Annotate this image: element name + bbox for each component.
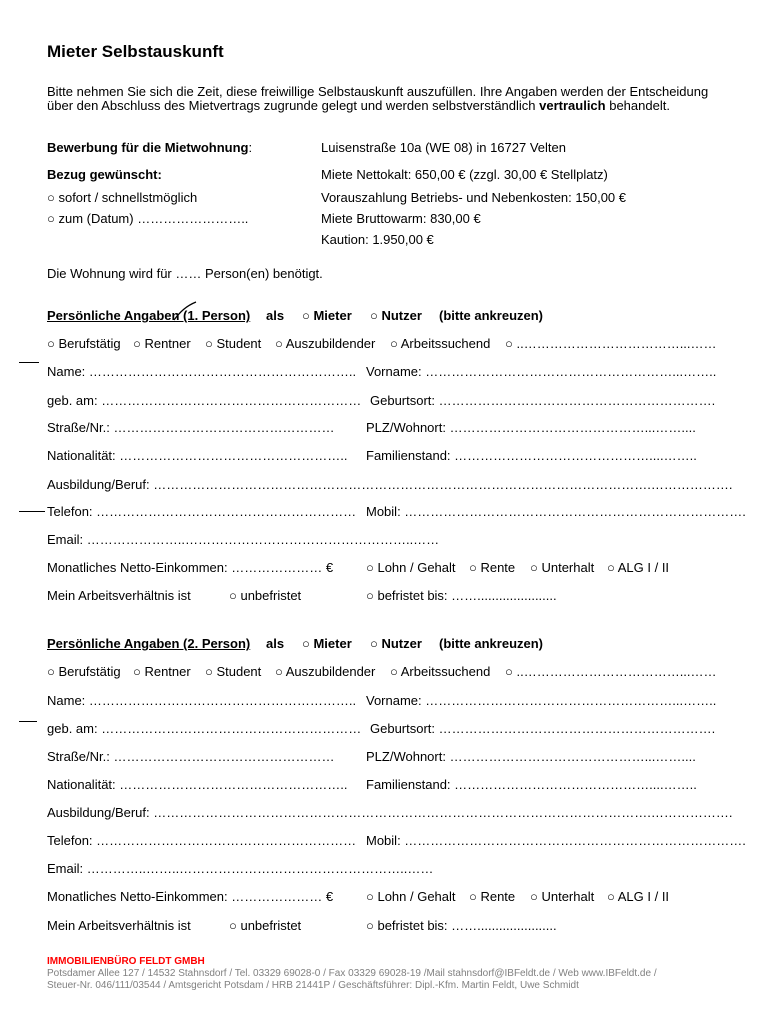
person-1-status-pensioner[interactable]: ○ Rentner — [133, 336, 191, 351]
person-2-status-jobseeker[interactable]: ○ Arbeitssuchend — [390, 664, 491, 679]
person-1-employment-label: Mein Arbeitsverhältnis ist — [47, 588, 191, 603]
person-2-fixed-term-field[interactable]: ○ befristet bis: ……...................... — [366, 918, 557, 933]
cost-rent-net: Miete Nettokalt: 650,00 € (zzgl. 30,00 € Stellplatz) — [321, 167, 608, 182]
person-2-status-trainee[interactable]: ○ Auszubildender — [275, 664, 376, 679]
move-in-date-option[interactable]: ○ zum (Datum) …………………….. — [47, 211, 249, 226]
person-2-permanent-option[interactable]: ○ unbefristet — [229, 918, 302, 933]
person-2-street-field[interactable]: Straße/Nr.: …………………………………………… — [47, 749, 335, 764]
move-in-asap-option[interactable]: ○ sofort / schnellstmöglich — [47, 190, 198, 205]
person-1-status-student[interactable]: ○ Student — [205, 336, 262, 351]
person-1-zip-city-field[interactable]: PLZ/Wohnort: ………………………………………...…….... — [366, 420, 696, 435]
person-2-user-option[interactable]: ○ Nutzer — [370, 636, 422, 651]
application-label: Bewerbung für die Mietwohnung — [47, 140, 249, 155]
person-1-nationality-field[interactable]: Nationalität: …………………………………………….. — [47, 448, 348, 463]
person-2-nationality-field[interactable]: Nationalität: …………………………………………….. — [47, 777, 348, 792]
page-title: Mieter Selbstauskunft — [47, 42, 224, 61]
person-2-birth-date-field[interactable]: geb. am: …………………………………………………… — [47, 721, 362, 736]
person-1-status-other[interactable]: ○ ..………………………………...…… — [505, 336, 717, 351]
person-2-tick-note: (bitte ankreuzen) — [439, 636, 544, 651]
person-1-street-field[interactable]: Straße/Nr.: …………………………………………… — [47, 420, 335, 435]
person-1-as-label: als — [266, 308, 285, 323]
person-1-income-pension[interactable]: ○ Rente — [469, 560, 516, 575]
person-1-user-option[interactable]: ○ Nutzer — [370, 308, 422, 323]
intro-confidential: vertraulich — [539, 98, 606, 113]
cost-prepayment: Vorauszahlung Betriebs- und Nebenkosten: 150,00 € — [321, 190, 626, 205]
person-2-employment-label: Mein Arbeitsverhältnis ist — [47, 918, 191, 933]
person-2-income-field[interactable]: Monatliches Netto-Einkommen: ………………… € — [47, 889, 334, 904]
application-row — [47, 140, 252, 156]
person-2-heading: Persönliche Angaben (2. Person) — [47, 636, 251, 651]
person-1-status-trainee[interactable]: ○ Auszubildender — [275, 336, 376, 351]
person-1-pen-stroke — [172, 300, 198, 322]
person-2-income-alimony[interactable]: ○ Unterhalt — [530, 889, 595, 904]
person-1-email-field[interactable]: Email: …………………..……………………………………………..…… — [47, 532, 440, 547]
person-2-zip-city-field[interactable]: PLZ/Wohnort: ………………………………………...…….... — [366, 749, 696, 764]
application-colon: : — [248, 140, 253, 155]
person-2-first-name-field[interactable]: Vorname: …………………………………………………...…….. — [366, 693, 717, 708]
person-1-name-field[interactable]: Name: …………………………………………………….. — [47, 364, 357, 379]
person-2-email-field[interactable]: Email: …………..……..……………………………………………..…… — [47, 861, 434, 876]
person-2-income-pension[interactable]: ○ Rente — [469, 889, 516, 904]
footer-legal-line: Steuer-Nr. 046/111/03544 / Amtsgericht Potsdam / HRB 21441P / Geschäftsführer: Dipl.-Kfm. Martin Feldt, Uwe Schmidt — [47, 980, 579, 991]
person-2-status-employed[interactable]: ○ Berufstätig — [47, 664, 121, 679]
person-1-occupation-field[interactable]: Ausbildung/Beruf: …………………………………………………………………………………………………….………………. — [47, 477, 733, 492]
person-2-income-alg[interactable]: ○ ALG I / II — [607, 889, 670, 904]
person-2-status-student[interactable]: ○ Student — [205, 664, 262, 679]
person-1-income-wage[interactable]: ○ Lohn / Gehalt — [366, 560, 456, 575]
footer-company-name: IMMOBILIENBÜRO FELDT GMBH — [47, 956, 205, 967]
person-2-income-wage[interactable]: ○ Lohn / Gehalt — [366, 889, 456, 904]
intro-line-2 — [47, 98, 670, 114]
application-address: Luisenstraße 10a (WE 08) in 16727 Velten — [321, 140, 566, 155]
person-2-marital-status-field[interactable]: Familienstand: ………………………………………....…….. — [366, 777, 697, 792]
cost-rent-gross: Miete Bruttowarm: 830,00 € — [321, 211, 481, 226]
person-1-margin-mark — [19, 362, 39, 363]
person-1-permanent-option[interactable]: ○ unbefristet — [229, 588, 302, 603]
person-1-marital-status-field[interactable]: Familienstand: ………………………………………....…….. — [366, 448, 697, 463]
persons-needed-field[interactable]: Die Wohnung wird für …… Person(en) benötigt. — [47, 266, 323, 281]
person-2-birth-place-field[interactable]: Geburtsort: ………………………………………………………. — [370, 721, 716, 736]
person-2-status-other[interactable]: ○ ..………………………………...…… — [505, 664, 717, 679]
footer-contact-line: Potsdamer Allee 127 / 14532 Stahnsdorf / Tel. 03329 69028-0 / Fax 03329 69028-19 /Mail stahnsdorf@IBFeldt.de / Web www.IBFeldt.de / — [47, 968, 657, 979]
person-2-status-pensioner[interactable]: ○ Rentner — [133, 664, 191, 679]
person-1-phone-field[interactable]: Telefon: …………………………………………………… — [47, 504, 357, 519]
intro-line-2-end: behandelt. — [605, 98, 670, 113]
person-2-name-field[interactable]: Name: …………………………………………………….. — [47, 693, 357, 708]
person-1-heading: Persönliche Angaben (1. Person) — [47, 308, 251, 323]
person-2-tenant-option[interactable]: ○ Mieter — [302, 636, 352, 651]
person-1-status-jobseeker[interactable]: ○ Arbeitssuchend — [390, 336, 491, 351]
person-1-income-alg[interactable]: ○ ALG I / II — [607, 560, 670, 575]
person-1-income-field[interactable]: Monatliches Netto-Einkommen: ………………… € — [47, 560, 334, 575]
person-1-fixed-term-field[interactable]: ○ befristet bis: ……...................... — [366, 588, 557, 603]
person-1-phone-mark — [19, 511, 45, 512]
person-1-income-alimony[interactable]: ○ Unterhalt — [530, 560, 595, 575]
person-1-birth-date-field[interactable]: geb. am: …………………………………………………… — [47, 393, 362, 408]
person-1-birth-place-field[interactable]: Geburtsort: ………………………………………………………. — [370, 393, 716, 408]
person-2-occupation-field[interactable]: Ausbildung/Beruf: …………………………………………………………………………………………………….………………. — [47, 805, 733, 820]
person-2-as-label: als — [266, 636, 285, 651]
person-2-phone-field[interactable]: Telefon: …………………………………………………… — [47, 833, 357, 848]
intro-line-2-text: über den Abschluss des Mietvertrags zugrunde gelegt und werden selbstverständlich — [47, 98, 540, 113]
person-1-mobile-field[interactable]: Mobil: ……………………………………………………………………. — [366, 504, 746, 519]
person-1-status-employed[interactable]: ○ Berufstätig — [47, 336, 121, 351]
person-1-tenant-option[interactable]: ○ Mieter — [302, 308, 352, 323]
intro-line-1: Bitte nehmen Sie sich die Zeit, diese freiwillige Selbstauskunft auszufüllen. Ihre Angaben werden der Entscheidung — [47, 84, 709, 99]
person-1-first-name-field[interactable]: Vorname: …………………………………………………...…….. — [366, 364, 717, 379]
person-1-tick-note: (bitte ankreuzen) — [439, 308, 544, 323]
person-2-mobile-field[interactable]: Mobil: ……………………………………………………………………. — [366, 833, 746, 848]
person-2-margin-mark — [19, 721, 37, 722]
cost-deposit: Kaution: 1.950,00 € — [321, 232, 434, 247]
move-in-label: Bezug gewünscht: — [47, 167, 162, 182]
